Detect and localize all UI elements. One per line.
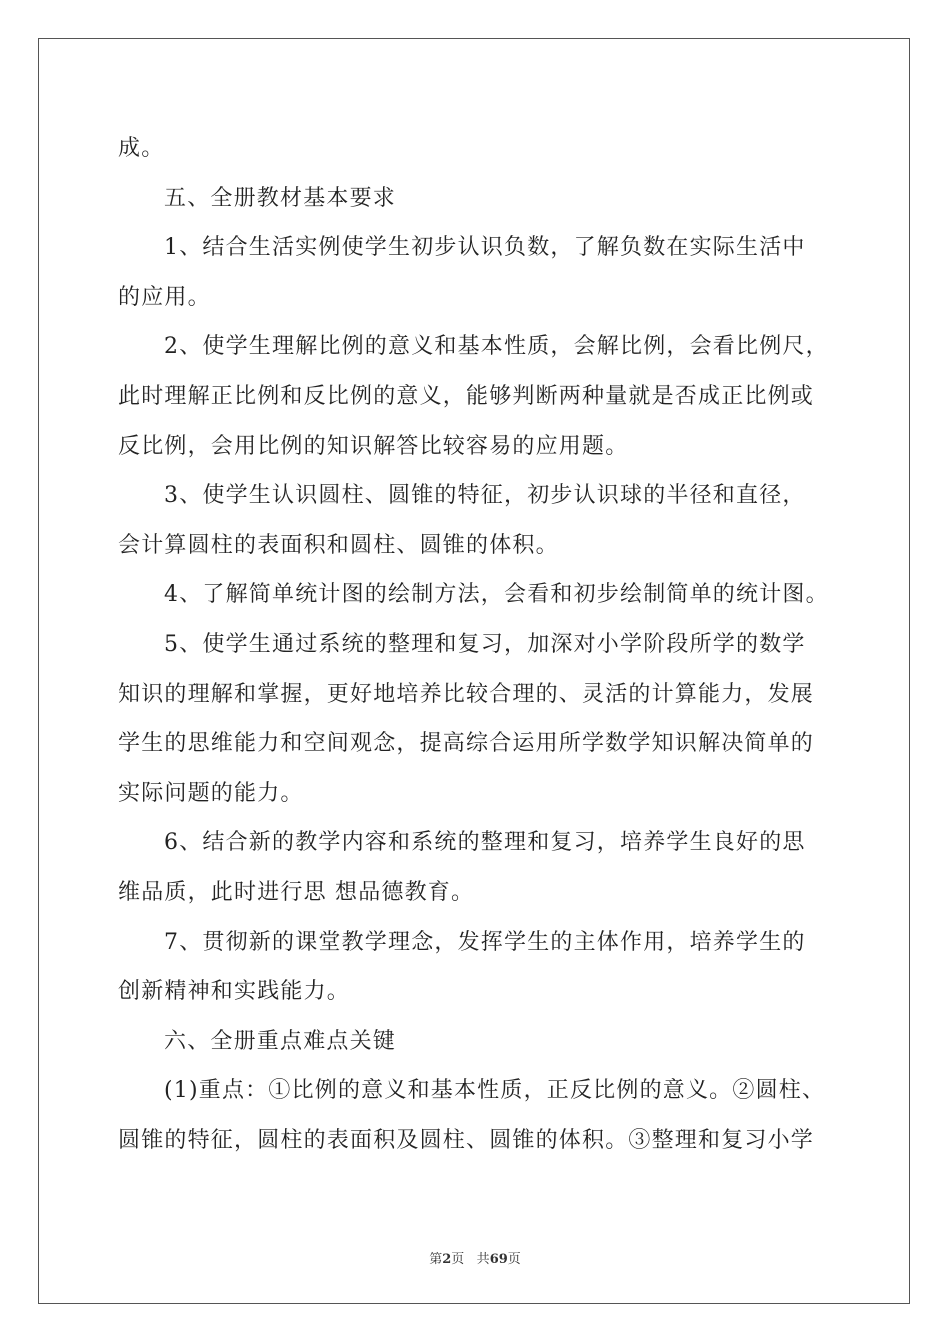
text-line: 成。 xyxy=(118,136,165,161)
text-line: 的应用。 xyxy=(118,284,211,310)
text-line: 6、结合新的教学内容和系统的整理和复习，培养学生良好的思 xyxy=(164,830,806,856)
footer-page-suffix: 页 xyxy=(451,1252,465,1267)
document-body xyxy=(118,124,834,1165)
footer-total-pages: 69 xyxy=(489,1252,508,1267)
section-heading: 五、全册教材基本要求 xyxy=(164,185,397,211)
text-line: 此时理解正比例和反比例的意义，能够判断两种量就是否成正比例或 xyxy=(118,383,815,409)
footer-page-prefix: 第 xyxy=(429,1252,443,1267)
text-line: 学生的思维能力和空间观念，提高综合运用所学数学知识解决简单的 xyxy=(118,731,815,757)
text-line: 实际问题的能力。 xyxy=(118,780,304,806)
section-heading: 六、全册重点难点关键 xyxy=(164,1028,397,1054)
text-line: 1、结合生活实例使学生初步认识负数，了解负数在实际生活中 xyxy=(164,235,806,261)
footer-total-prefix: 共 xyxy=(476,1252,490,1267)
footer-total-suffix: 页 xyxy=(507,1252,521,1267)
text-line: (1)重点：①比例的意义和基本性质，正反比例的意义。②圆柱、 xyxy=(164,1078,826,1104)
text-line: 维品质，此时进行思 想品德教育。 xyxy=(118,879,475,905)
text-line: 会计算圆柱的表面积和圆柱、圆锥的体积。 xyxy=(118,532,559,558)
text-line: 3、使学生认识圆柱、圆锥的特征，初步认识球的半径和直径， xyxy=(164,483,806,509)
text-line: 5、使学生通过系统的整理和复习，加深对小学阶段所学的数学 xyxy=(164,631,806,657)
text-line: 反比例，会用比例的知识解答比较容易的应用题。 xyxy=(118,433,629,459)
text-line: 4、了解简单统计图的绘制方法，会看和初步绘制简单的统计图。 xyxy=(164,582,829,608)
text-line: 创新精神和实践能力。 xyxy=(118,979,351,1005)
text-line: 2、使学生理解比例的意义和基本性质，会解比例，会看比例尺， xyxy=(164,334,829,360)
text-line: 7、贯彻新的课堂教学理念，发挥学生的主体作用，培养学生的 xyxy=(164,929,806,955)
text-line: 知识的理解和掌握，更好地培养比较合理的、灵活的计算能力，发展 xyxy=(118,681,815,707)
page-footer xyxy=(0,1248,950,1267)
text-line: 圆锥的特征，圆柱的表面积及圆柱、圆锥的体积。③整理和复习小学 xyxy=(118,1127,815,1153)
footer-page-number: 2 xyxy=(442,1252,452,1267)
